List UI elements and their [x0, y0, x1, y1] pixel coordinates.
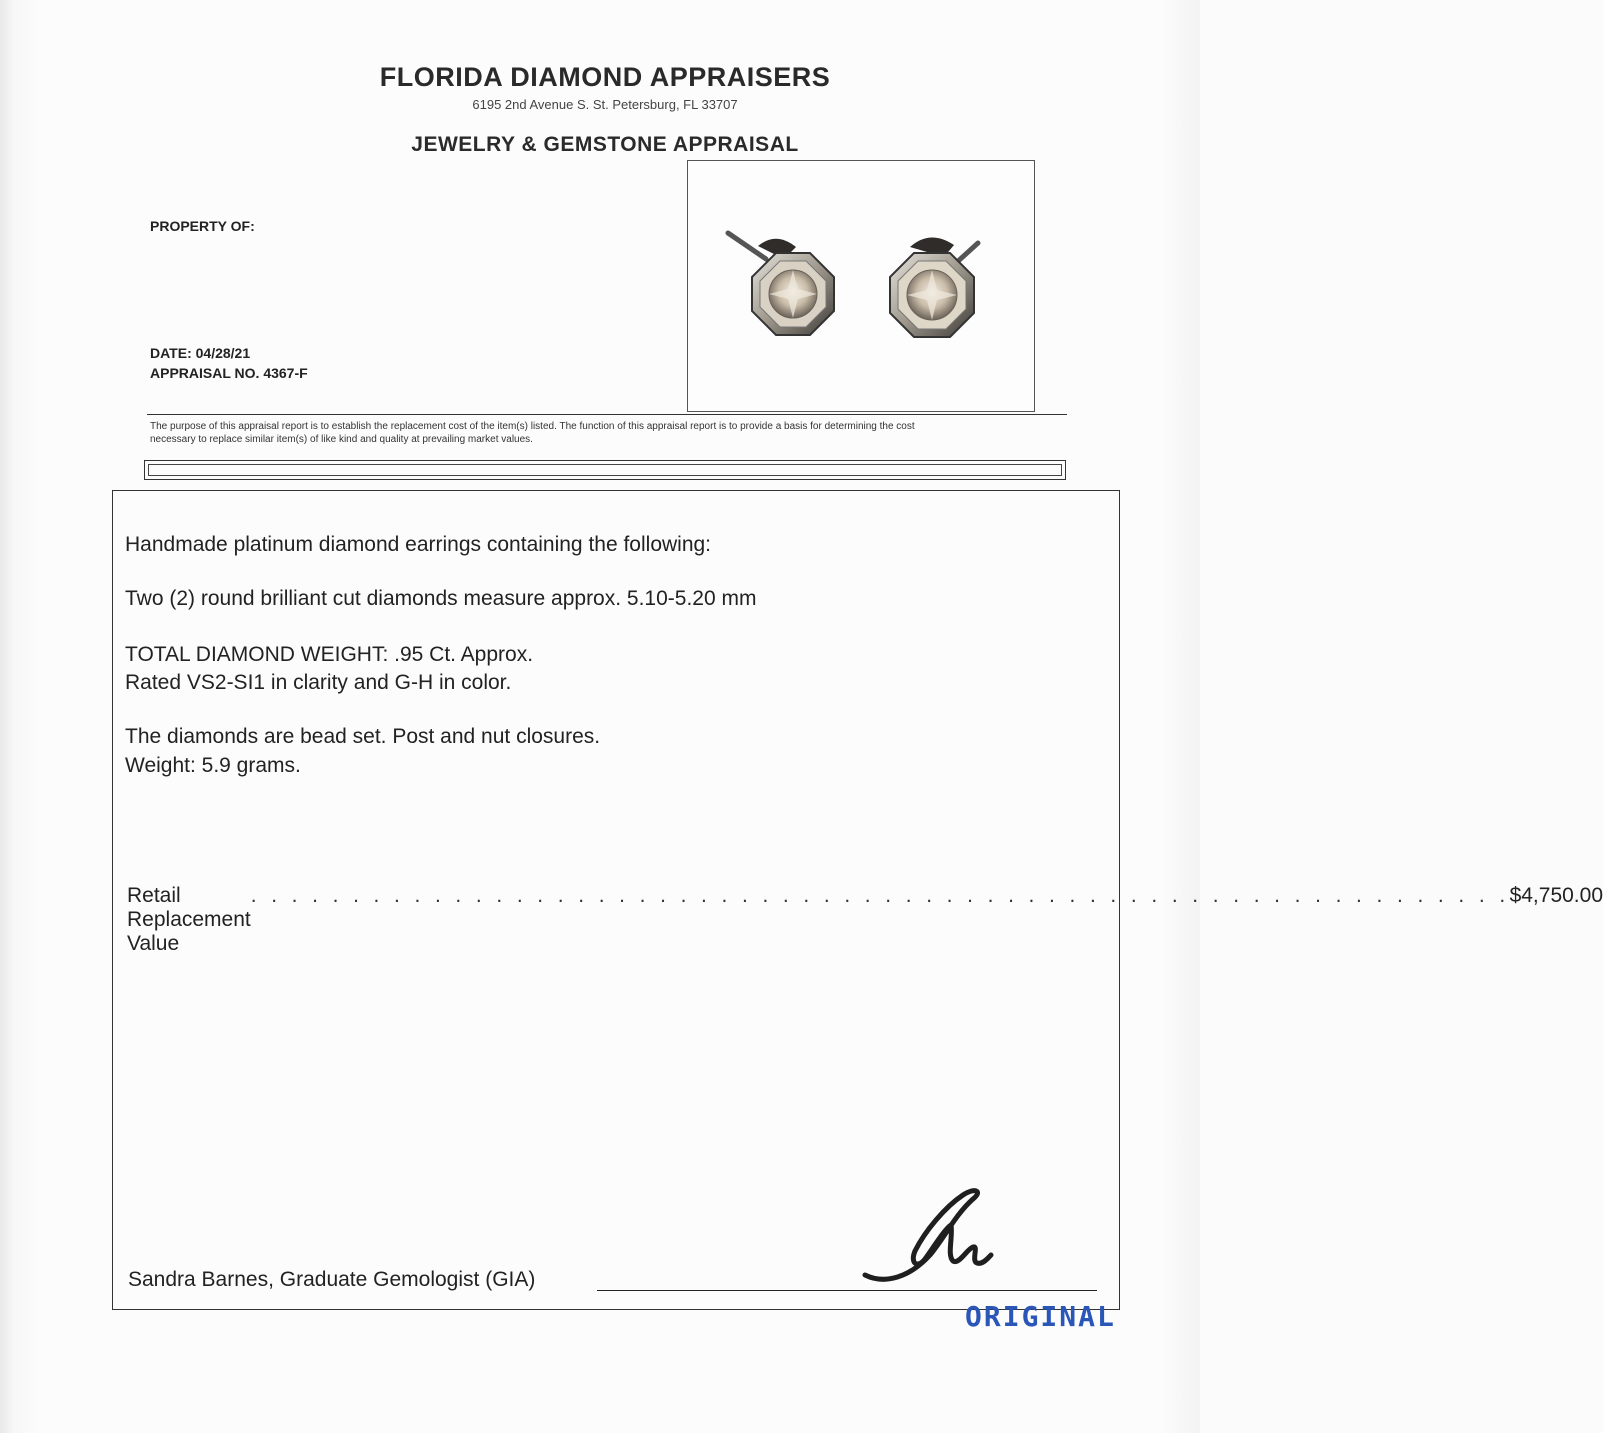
signature-line — [597, 1290, 1097, 1291]
right-earring — [890, 237, 978, 337]
earring-photo-image — [688, 161, 1034, 411]
date-value: 04/28/21 — [195, 345, 251, 361]
setting-closures: The diamonds are bead set. Post and nut closures. — [125, 725, 601, 748]
original-stamp: ORIGINAL — [965, 1300, 1116, 1333]
decorative-inner-border — [148, 464, 1062, 476]
date-row — [150, 345, 250, 361]
property-of-label: PROPERTY OF: — [150, 218, 255, 234]
dot-leader: . . . . . . . . . . . . . . . . . . . . . . . . . . . . . . . . . . . . . . . . . . . . . . . . . . . . . . . . . . . . . . — [250, 884, 1510, 907]
date-label: DATE: — [150, 345, 192, 361]
total-diamond-weight: TOTAL DIAMOND WEIGHT: .95 Ct. Approx. — [125, 643, 534, 666]
appraisal-number-label: APPRAISAL NO. — [150, 365, 260, 381]
header-rule — [147, 414, 1067, 415]
retail-value-row — [127, 884, 1603, 955]
purpose-statement — [150, 420, 1070, 446]
purpose-line-1: The purpose of this appraisal report is to establish the replacement cost of the item(s) listed. The function of this appraisal report is to provide a basis for determining the cost — [150, 421, 915, 432]
retail-value-amount: $4,750.00 — [1509, 884, 1603, 907]
earring-photo — [687, 160, 1035, 412]
diamond-count-size: Two (2) round brilliant cut diamonds measure approx. 5.10-5.20 mm — [125, 587, 757, 610]
clarity-color-rating: Rated VS2-SI1 in clarity and G-H in color. — [125, 671, 512, 694]
retail-value-label: Retail Replacement Value — [127, 884, 251, 955]
purpose-line-2: necessary to replace similar item(s) of like kind and quality at prevailing market values. — [150, 434, 533, 445]
appraisal-number-value: 4367-F — [263, 365, 308, 381]
decorative-double-border — [144, 460, 1066, 480]
handwritten-signature — [855, 1185, 995, 1290]
left-earring — [728, 233, 834, 335]
item-weight: Weight: 5.9 grams. — [125, 754, 301, 777]
company-address: 6195 2nd Avenue S. St. Petersburg, FL 33707 — [472, 97, 738, 112]
document-title: JEWELRY & GEMSTONE APPRAISAL — [411, 133, 799, 156]
appraiser-name: Sandra Barnes, Graduate Gemologist (GIA) — [128, 1268, 536, 1291]
appraisal-number-row — [150, 365, 308, 381]
company-name: FLORIDA DIAMOND APPRAISERS — [379, 62, 831, 92]
item-intro: Handmade platinum diamond earrings containing the following: — [125, 533, 712, 556]
